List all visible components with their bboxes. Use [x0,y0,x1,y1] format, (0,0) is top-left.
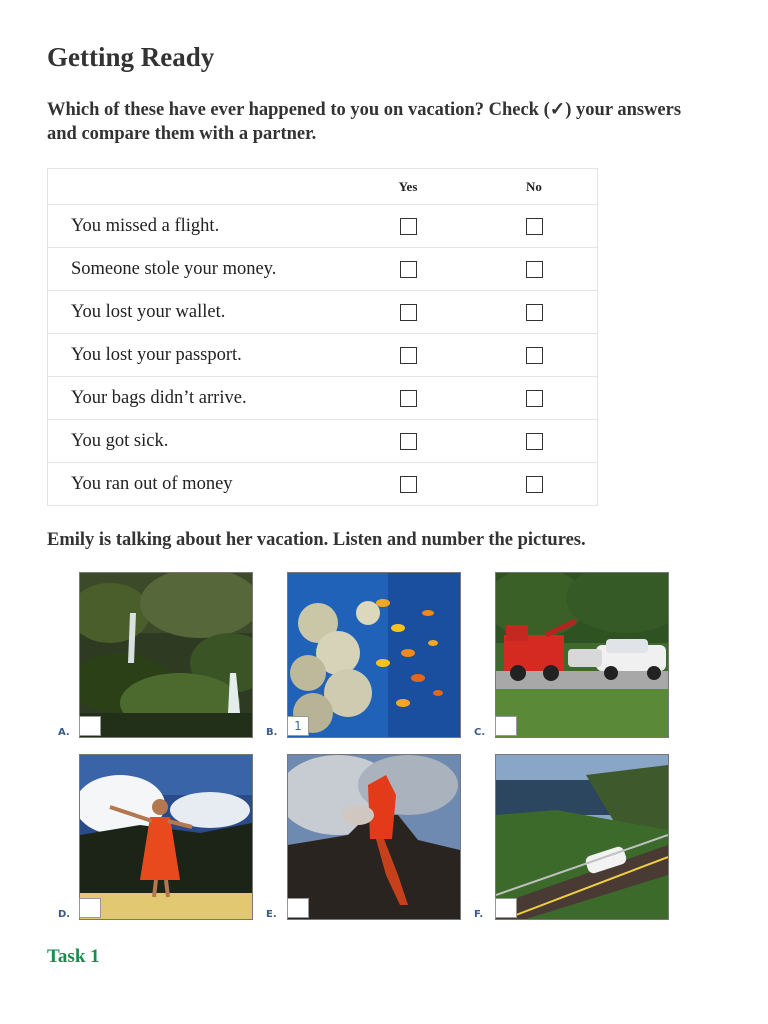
no-checkbox[interactable] [526,261,543,278]
coral-reef-photo [287,572,461,738]
hula-dancer-photo [79,754,253,920]
yes-checkbox[interactable] [400,390,417,407]
number-box[interactable] [79,898,101,918]
no-checkbox[interactable] [526,390,543,407]
table-row [48,248,598,291]
number-box[interactable] [495,898,517,918]
yes-checkbox[interactable] [400,476,417,493]
picture-label: B. [266,727,278,738]
instruction-pictures: Emily is talking about her vacation. Listen and number the pictures. [47,530,586,550]
header-blank [48,169,346,205]
no-checkbox[interactable] [526,304,543,321]
picture-b [263,572,471,736]
picture-label: C. [474,727,486,738]
picture-label: F. [474,909,484,920]
picture-a [55,572,263,736]
number-box[interactable] [287,898,309,918]
row-statement: You got sick. [48,420,346,463]
yes-checkbox[interactable] [400,433,417,450]
task-heading: Task 1 [47,946,100,967]
yes-checkbox[interactable] [400,347,417,364]
table-row [48,205,598,248]
picture-label: E. [266,909,277,920]
picture-d [55,754,263,918]
vacation-checklist-table [47,168,598,506]
tow-truck-photo [495,572,669,738]
row-statement: You missed a flight. [48,205,346,248]
no-checkbox[interactable] [526,218,543,235]
row-statement: Someone stole your money. [48,248,346,291]
picture-label: A. [58,727,70,738]
picture-grid [55,572,675,922]
table-row [48,420,598,463]
yes-checkbox[interactable] [400,304,417,321]
waterfall-photo [79,572,253,738]
picture-c [471,572,679,736]
number-box[interactable] [79,716,101,736]
number-box[interactable]: 1 [287,716,309,736]
no-checkbox[interactable] [526,476,543,493]
volcano-photo [287,754,461,920]
yes-checkbox[interactable] [400,261,417,278]
row-statement: You lost your wallet. [48,291,346,334]
number-box[interactable] [495,716,517,736]
table-row [48,334,598,377]
header-yes: Yes [345,169,471,205]
yes-checkbox[interactable] [400,218,417,235]
picture-f [471,754,679,918]
instruction-checklist: Which of these have ever happened to you on vacation? Check (✓) your answers and compare them with a partner. [47,100,682,144]
table-row [48,463,598,506]
row-statement: You lost your passport. [48,334,346,377]
picture-label: D. [58,909,71,920]
picture-e [263,754,471,918]
no-checkbox[interactable] [526,433,543,450]
page-title: Getting Ready [47,42,215,72]
table-row [48,291,598,334]
row-statement: Your bags didn’t arrive. [48,377,346,420]
row-statement: You ran out of money [48,463,346,506]
table-header-row [48,169,598,205]
table-row [48,377,598,420]
header-no: No [471,169,598,205]
coastal-road-car-photo [495,754,669,920]
no-checkbox[interactable] [526,347,543,364]
